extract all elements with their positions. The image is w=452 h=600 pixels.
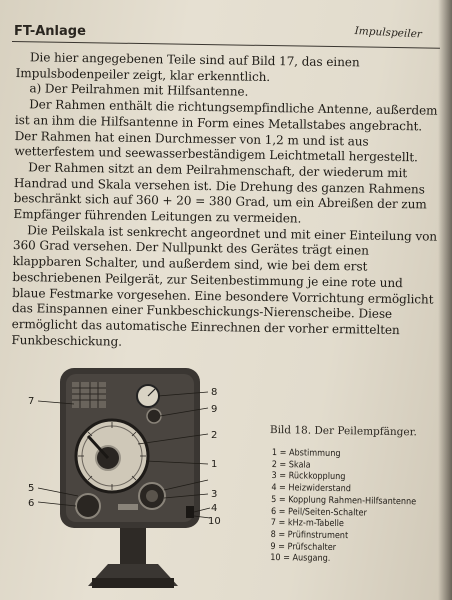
paragraph-shaft: Der Rahmen sitzt an dem Peilrahmenschaft, der wiederum mit Handrad und Skala versehen ist. Die Drehung des ganzen Rahmens beschränkt sich auf 360 + 20 = 380 Grad, um ein Abreißen der zum Empfänger führenden Leitungen zu vermeiden. (13, 160, 427, 226)
legend-item: 2 = Skala (271, 459, 311, 471)
legend-item: 10 = Ausgang. (270, 553, 331, 565)
header-rule (12, 41, 440, 49)
legend-item: 9 = Prüfschalter (270, 541, 337, 553)
legend-item: 6 = Peil/Seiten-Schalter (270, 506, 367, 519)
callout-8: 8 (211, 387, 218, 398)
callout-9: 9 (211, 404, 218, 415)
khz-table-panel (72, 382, 106, 408)
legend-item: 4 = Heizwiderstand (271, 483, 352, 495)
callout-2: 2 (211, 430, 218, 441)
callout-7: 7 (28, 396, 35, 407)
test-switch-knob (147, 409, 161, 423)
callout-10: 10 (208, 516, 221, 527)
running-header-title: FT-Anlage (14, 24, 86, 39)
receiver-illustration (28, 366, 243, 594)
coupling-knob (76, 494, 100, 518)
paragraph-subheading: a) Der Peilrahmen mit Hilfsantenne. (29, 81, 249, 100)
stand-column (120, 528, 146, 564)
legend-item: 5 = Kopplung Rahmen-Hilfsantenne (271, 494, 417, 508)
paragraph-frame: Der Rahmen enthält die richtungsempfindliche Antenne, außerdem ist an ihm die Hilfsantenne in Form eines Metallstabes angebracht. Der Rahmen hat einen Durchmesser von 1,2 m und ist aus wetterfestem und seewasserbeständigem Leichtmetall hergestellt. (14, 97, 438, 165)
paragraph-intro: Die hier angegebenen Teile sind auf Bild 17, das einen Impulsbodenpeiler zeigt, klar erkenntlich. (15, 50, 360, 84)
callout-6: 6 (28, 498, 35, 509)
legend-item: 8 = Prüfinstrument (270, 529, 349, 542)
running-header-topic: Impulspeiler (354, 25, 423, 41)
body-text (11, 50, 440, 355)
callout-3: 3 (211, 489, 218, 500)
legend-item: 7 = kHz-m-Tabelle (270, 518, 344, 530)
output-jack (186, 506, 194, 518)
callout-4: 4 (211, 503, 218, 514)
callout-1: 1 (211, 459, 218, 470)
legend-item: 1 = Abstimmung (271, 448, 341, 460)
callout-5: 5 (28, 483, 35, 494)
paragraph-scale: Die Peilskala ist senkrecht angeordnet und mit einer Einteilung von 360 Grad versehen. Der Nullpunkt des Gerätes trägt einen klappbaren Schalter, und außerdem sind, wie bei dem erst beschriebenen Peilgerät, zur Seitenbestimmung je eine rote und blaue Festmarke vorgesehen. Eine besondere Vorrichtung ermöglicht das Einspannen einer Funkbeschickungs-Nierenscheibe. Diese ermöglicht das automatische Einrechnen der vorher ermittelten Funkbeschickung. (11, 222, 438, 349)
legend-item: 3 = Rückkopplung (271, 471, 346, 483)
figure-caption: Bild 18. Der Peilempfänger. (269, 424, 417, 439)
figure-legend (270, 448, 442, 568)
